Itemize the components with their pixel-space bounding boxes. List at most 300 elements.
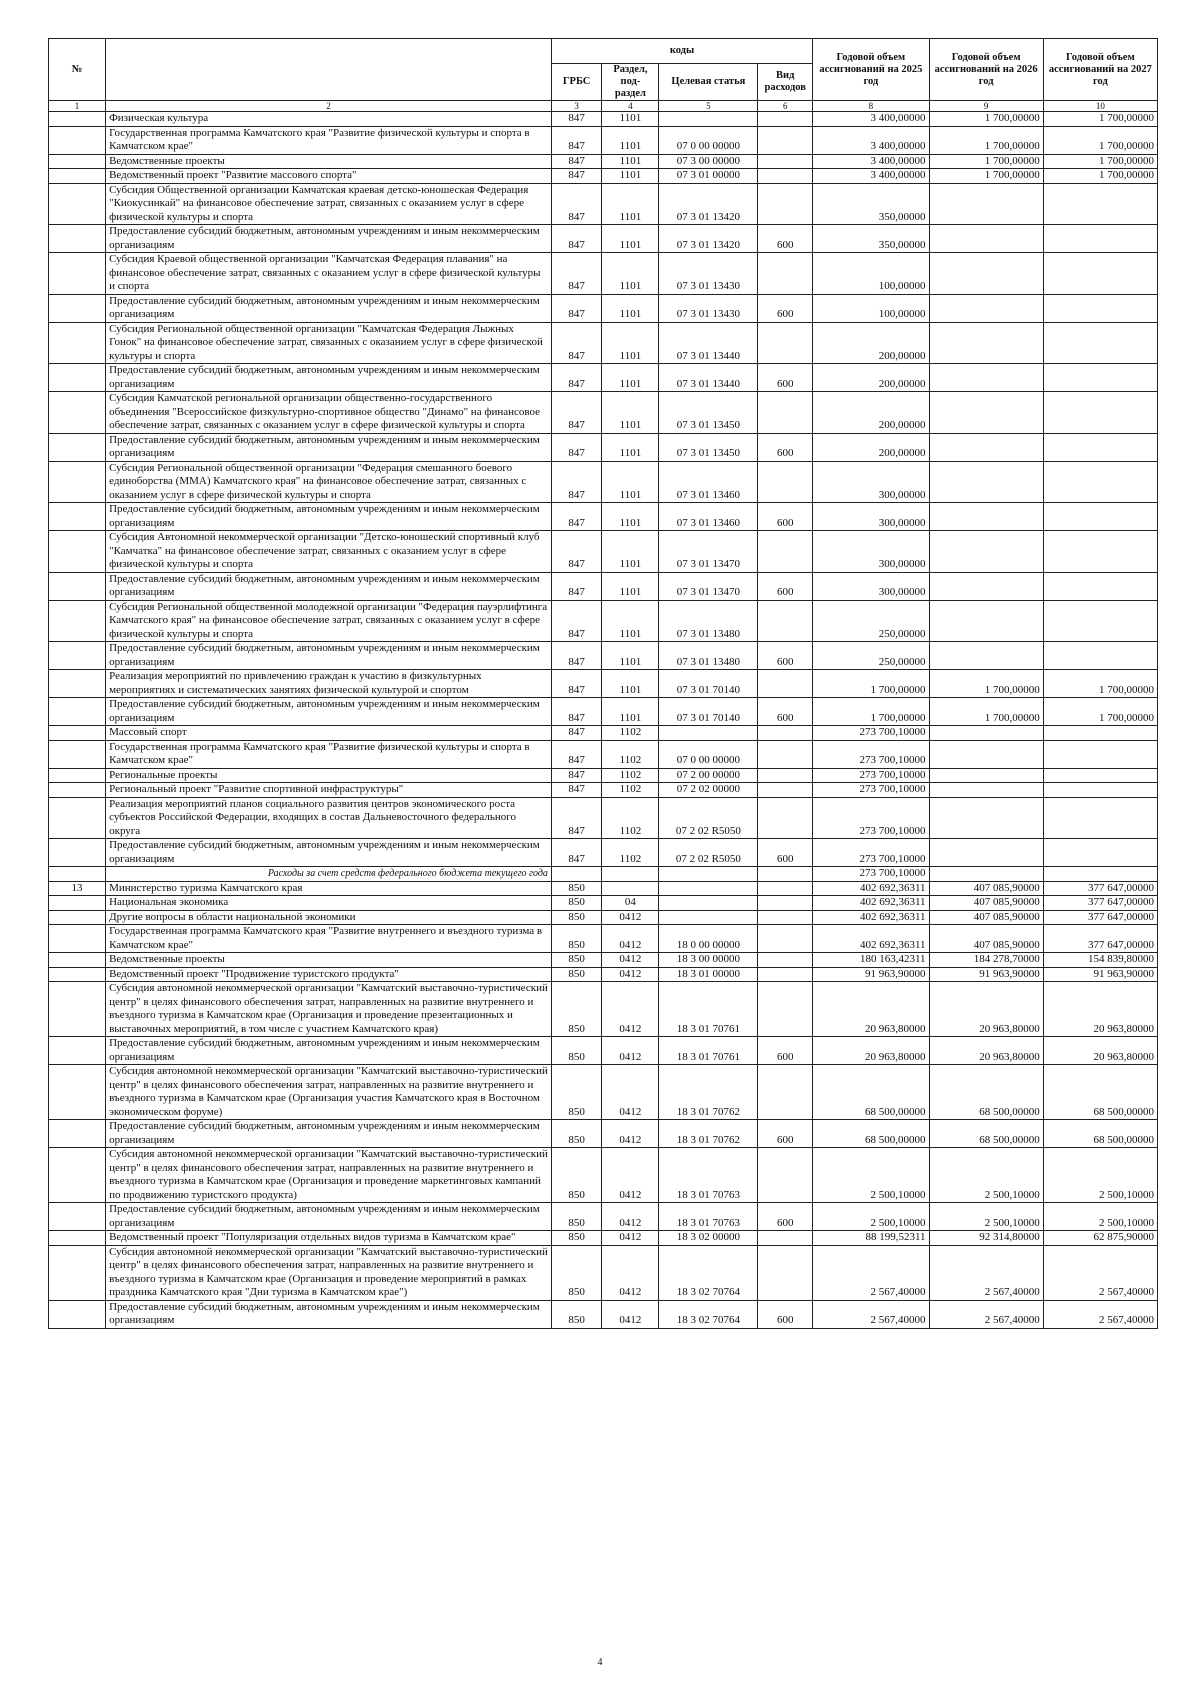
table-row	[49, 572, 1158, 600]
row-name: Массовый спорт	[106, 726, 552, 741]
row-section: 1101	[602, 670, 659, 698]
row-amount-2026: 407 085,90000	[929, 925, 1043, 953]
row-amount-2026: 1 700,00000	[929, 126, 1043, 154]
row-amount-2025: 2 500,10000	[813, 1148, 929, 1203]
row-expense-type: 600	[758, 364, 813, 392]
row-amount-2025: 68 500,00000	[813, 1065, 929, 1120]
table-row	[49, 112, 1158, 127]
row-grbs: 847	[551, 698, 602, 726]
row-expense-type	[758, 896, 813, 911]
row-section: 1101	[602, 698, 659, 726]
row-expense-type	[758, 253, 813, 295]
row-amount-2027: 377 647,00000	[1043, 896, 1157, 911]
row-number	[49, 726, 106, 741]
row-number	[49, 925, 106, 953]
row-amount-2027	[1043, 839, 1157, 867]
row-grbs: 847	[551, 364, 602, 392]
row-amount-2026	[929, 294, 1043, 322]
row-section: 0412	[602, 953, 659, 968]
row-target-article	[659, 112, 758, 127]
row-expense-type: 600	[758, 503, 813, 531]
row-target-article: 07 3 01 13480	[659, 600, 758, 642]
table-row	[49, 783, 1158, 798]
row-target-article: 07 3 01 13420	[659, 183, 758, 225]
row-amount-2026	[929, 392, 1043, 434]
row-name: Ведомственные проекты	[106, 953, 552, 968]
row-grbs: 850	[551, 925, 602, 953]
row-amount-2025: 300,00000	[813, 531, 929, 573]
row-amount-2026	[929, 572, 1043, 600]
col-number-3: 3	[551, 101, 602, 112]
row-amount-2026: 2 500,10000	[929, 1203, 1043, 1231]
row-section: 1102	[602, 726, 659, 741]
col-number-10: 10	[1043, 101, 1157, 112]
row-expense-type	[758, 881, 813, 896]
table-row	[49, 698, 1158, 726]
col-number-6: 6	[758, 101, 813, 112]
row-amount-2027: 20 963,80000	[1043, 1037, 1157, 1065]
row-amount-2026	[929, 797, 1043, 839]
row-amount-2025: 402 692,36311	[813, 896, 929, 911]
row-target-article: 18 3 00 00000	[659, 953, 758, 968]
table-row	[49, 126, 1158, 154]
row-amount-2026: 1 700,00000	[929, 154, 1043, 169]
row-amount-2025: 88 199,52311	[813, 1231, 929, 1246]
row-expense-type	[758, 726, 813, 741]
row-amount-2025: 350,00000	[813, 183, 929, 225]
row-amount-2025: 68 500,00000	[813, 1120, 929, 1148]
table-row	[49, 600, 1158, 642]
row-section: 0412	[602, 1065, 659, 1120]
row-section: 0412	[602, 967, 659, 982]
row-amount-2025: 402 692,36311	[813, 910, 929, 925]
row-amount-2027	[1043, 572, 1157, 600]
row-amount-2025: 273 700,10000	[813, 740, 929, 768]
row-amount-2027: 377 647,00000	[1043, 881, 1157, 896]
row-name: Предоставление субсидий бюджетным, автономным учреждениям и иным некоммерческим организациям	[106, 503, 552, 531]
col-number-4: 4	[602, 101, 659, 112]
row-name: Региональный проект "Развитие спортивной инфраструктуры"	[106, 783, 552, 798]
row-grbs: 847	[551, 392, 602, 434]
row-grbs: 847	[551, 126, 602, 154]
row-name: Расходы за счет средств федерального бюджета текущего года	[106, 867, 552, 882]
row-name: Ведомственные проекты	[106, 154, 552, 169]
row-amount-2026: 1 700,00000	[929, 670, 1043, 698]
row-number	[49, 1300, 106, 1328]
row-amount-2027	[1043, 253, 1157, 295]
row-grbs: 850	[551, 982, 602, 1037]
row-section: 1101	[602, 154, 659, 169]
row-amount-2026	[929, 839, 1043, 867]
row-expense-type: 600	[758, 433, 813, 461]
table-row	[49, 253, 1158, 295]
row-section: 1101	[602, 253, 659, 295]
row-name: Региональные проекты	[106, 768, 552, 783]
row-number	[49, 531, 106, 573]
table-row	[49, 867, 1158, 882]
col-number-1: 1	[49, 101, 106, 112]
table-row	[49, 364, 1158, 392]
row-section: 1101	[602, 294, 659, 322]
row-grbs: 847	[551, 433, 602, 461]
row-amount-2025: 3 400,00000	[813, 169, 929, 184]
row-amount-2026: 2 567,40000	[929, 1300, 1043, 1328]
row-target-article: 07 3 01 13460	[659, 503, 758, 531]
row-number	[49, 364, 106, 392]
col-number-9: 9	[929, 101, 1043, 112]
row-section: 1101	[602, 600, 659, 642]
row-name: Предоставление субсидий бюджетным, автономным учреждениям и иным некоммерческим организациям	[106, 698, 552, 726]
row-target-article	[659, 896, 758, 911]
row-name: Предоставление субсидий бюджетным, автономным учреждениям и иным некоммерческим организациям	[106, 1203, 552, 1231]
row-number	[49, 253, 106, 295]
row-name: Министерство туризма Камчатского края	[106, 881, 552, 896]
row-section: 1101	[602, 126, 659, 154]
row-name: Субсидия Автономной некоммерческой организации "Детско-юношеский спортивный клуб "Камчатка" на финансовое обеспечение затрат, связанных с оказанием услуг в сфере физической культуры и спорта	[106, 531, 552, 573]
table-row	[49, 967, 1158, 982]
table-row	[49, 183, 1158, 225]
row-grbs: 847	[551, 839, 602, 867]
row-amount-2025: 3 400,00000	[813, 126, 929, 154]
row-expense-type	[758, 126, 813, 154]
row-section: 1101	[602, 322, 659, 364]
row-expense-type	[758, 967, 813, 982]
row-number	[49, 768, 106, 783]
row-target-article: 07 3 01 13430	[659, 294, 758, 322]
page-number: 4	[597, 1657, 603, 1668]
row-amount-2026: 68 500,00000	[929, 1065, 1043, 1120]
row-expense-type: 600	[758, 642, 813, 670]
row-amount-2026	[929, 531, 1043, 573]
row-name: Другие вопросы в области национальной экономики	[106, 910, 552, 925]
table-row	[49, 1231, 1158, 1246]
row-grbs: 850	[551, 1300, 602, 1328]
row-grbs: 847	[551, 461, 602, 503]
row-amount-2027	[1043, 600, 1157, 642]
header-volume-2026: Годовой объем ассигнований на 2026 год	[929, 39, 1043, 101]
row-amount-2025: 350,00000	[813, 225, 929, 253]
header-target: Целевая статья	[659, 64, 758, 101]
row-amount-2025: 180 163,42311	[813, 953, 929, 968]
table-row	[49, 1037, 1158, 1065]
header-expense-type: Вид расходов	[758, 64, 813, 101]
row-grbs: 850	[551, 1231, 602, 1246]
row-target-article: 18 3 01 70763	[659, 1148, 758, 1203]
row-number	[49, 294, 106, 322]
row-name: Субсидия автономной некоммерческой организации "Камчатский выставочно-туристический центр" в целях финансового обеспечения затрат, направленных на развитие внутреннего и въездного туризма в Камчатском крае (Организация и проведение мероприятий в рамках праздника Камчатского края "Дни туризма в Камчатском крае")	[106, 1245, 552, 1300]
header-number: №	[49, 39, 106, 101]
row-section: 1101	[602, 225, 659, 253]
table-row	[49, 1203, 1158, 1231]
row-number: 13	[49, 881, 106, 896]
row-amount-2027	[1043, 783, 1157, 798]
row-target-article: 07 3 01 13470	[659, 531, 758, 573]
row-name: Субсидия Камчатской региональной организации общественно-государственного объединения "Всероссийское физкультурно-спортивное общество "Динамо" на финансовое обеспечение затрат, связанных с оказанием услуг в сфере физической культуры и спорта	[106, 392, 552, 434]
row-target-article: 18 3 02 00000	[659, 1231, 758, 1246]
row-target-article: 07 2 02 R5050	[659, 839, 758, 867]
row-amount-2026	[929, 740, 1043, 768]
row-number	[49, 967, 106, 982]
row-section: 0412	[602, 1120, 659, 1148]
row-grbs: 847	[551, 642, 602, 670]
row-amount-2025: 200,00000	[813, 392, 929, 434]
header-grbs: ГРБС	[551, 64, 602, 101]
row-number	[49, 600, 106, 642]
row-target-article	[659, 910, 758, 925]
row-section: 1102	[602, 839, 659, 867]
table-row	[49, 768, 1158, 783]
table-row	[49, 1065, 1158, 1120]
row-amount-2025: 300,00000	[813, 572, 929, 600]
row-amount-2027: 68 500,00000	[1043, 1120, 1157, 1148]
row-section: 0412	[602, 1245, 659, 1300]
table-row	[49, 169, 1158, 184]
row-expense-type	[758, 768, 813, 783]
row-expense-type	[758, 910, 813, 925]
row-expense-type	[758, 982, 813, 1037]
row-number	[49, 642, 106, 670]
row-amount-2027	[1043, 726, 1157, 741]
row-grbs: 850	[551, 1245, 602, 1300]
table-row	[49, 1245, 1158, 1300]
row-number	[49, 1120, 106, 1148]
row-amount-2025: 91 963,90000	[813, 967, 929, 982]
row-amount-2026	[929, 726, 1043, 741]
table-row	[49, 839, 1158, 867]
row-name: Предоставление субсидий бюджетным, автономным учреждениям и иным некоммерческим организациям	[106, 572, 552, 600]
row-number	[49, 503, 106, 531]
row-number	[49, 572, 106, 600]
row-amount-2027	[1043, 642, 1157, 670]
row-number	[49, 1148, 106, 1203]
row-number	[49, 670, 106, 698]
row-amount-2025: 402 692,36311	[813, 881, 929, 896]
row-target-article: 07 2 02 00000	[659, 783, 758, 798]
table-row	[49, 461, 1158, 503]
row-name: Субсидия Региональной общественной молодежной организации "Федерация пауэрлифтинга Камчатского края" на финансовое обеспечение затрат, связанных с оказанием услуг в сфере физической культуры и спорта	[106, 600, 552, 642]
row-expense-type: 600	[758, 1300, 813, 1328]
row-amount-2027: 1 700,00000	[1043, 112, 1157, 127]
table-row	[49, 982, 1158, 1037]
row-amount-2025: 3 400,00000	[813, 154, 929, 169]
row-amount-2025: 20 963,80000	[813, 982, 929, 1037]
row-section: 1102	[602, 740, 659, 768]
row-target-article: 07 3 01 13420	[659, 225, 758, 253]
row-expense-type: 600	[758, 572, 813, 600]
row-expense-type	[758, 1148, 813, 1203]
col-number-5: 5	[659, 101, 758, 112]
row-amount-2027: 2 567,40000	[1043, 1300, 1157, 1328]
row-amount-2026: 2 567,40000	[929, 1245, 1043, 1300]
row-number	[49, 867, 106, 882]
row-section: 1101	[602, 503, 659, 531]
row-section	[602, 881, 659, 896]
row-amount-2027	[1043, 740, 1157, 768]
table-row	[49, 1300, 1158, 1328]
row-amount-2026: 20 963,80000	[929, 982, 1043, 1037]
row-name: Предоставление субсидий бюджетным, автономным учреждениям и иным некоммерческим организациям	[106, 364, 552, 392]
row-amount-2027	[1043, 364, 1157, 392]
row-target-article: 07 2 00 00000	[659, 768, 758, 783]
row-target-article: 18 3 01 70763	[659, 1203, 758, 1231]
row-amount-2027: 1 700,00000	[1043, 670, 1157, 698]
row-number	[49, 461, 106, 503]
row-name: Субсидия автономной некоммерческой организации "Камчатский выставочно-туристический центр" в целях финансового обеспечения затрат, направленных на развитие внутреннего и въездного туризма в Камчатском крае (Организация участия Камчатского края в Восточном экономическом форуме)	[106, 1065, 552, 1120]
row-target-article: 07 2 02 R5050	[659, 797, 758, 839]
row-amount-2027: 1 700,00000	[1043, 698, 1157, 726]
row-target-article: 07 3 01 13440	[659, 364, 758, 392]
row-expense-type	[758, 183, 813, 225]
row-amount-2026: 92 314,80000	[929, 1231, 1043, 1246]
row-amount-2025: 200,00000	[813, 364, 929, 392]
row-amount-2027: 1 700,00000	[1043, 154, 1157, 169]
row-grbs: 850	[551, 1065, 602, 1120]
row-amount-2025: 273 700,10000	[813, 783, 929, 798]
row-amount-2025: 250,00000	[813, 642, 929, 670]
row-section: 1101	[602, 392, 659, 434]
row-amount-2025: 273 700,10000	[813, 768, 929, 783]
table-row	[49, 726, 1158, 741]
row-expense-type: 600	[758, 698, 813, 726]
table-row	[49, 322, 1158, 364]
row-number	[49, 392, 106, 434]
row-amount-2025: 2 500,10000	[813, 1203, 929, 1231]
row-amount-2025: 402 692,36311	[813, 925, 929, 953]
row-expense-type	[758, 1245, 813, 1300]
row-number	[49, 1065, 106, 1120]
row-expense-type	[758, 392, 813, 434]
row-amount-2025: 3 400,00000	[813, 112, 929, 127]
row-grbs: 847	[551, 183, 602, 225]
table-row	[49, 1120, 1158, 1148]
row-amount-2025: 100,00000	[813, 294, 929, 322]
row-target-article: 18 3 02 70764	[659, 1300, 758, 1328]
row-number	[49, 910, 106, 925]
row-section	[602, 867, 659, 882]
row-amount-2026	[929, 867, 1043, 882]
row-name: Субсидия автономной некоммерческой организации "Камчатский выставочно-туристический центр" в целях финансового обеспечения затрат, направленных на развитие внутреннего и въездного туризма в Камчатском крае (Организация и проведение презентационных и выставочных мероприятий, в том числе с участием Камчатского края)	[106, 982, 552, 1037]
row-grbs: 850	[551, 1120, 602, 1148]
row-name: Ведомственный проект "Продвижение туристского продукта"	[106, 967, 552, 982]
row-number	[49, 433, 106, 461]
row-expense-type	[758, 740, 813, 768]
row-grbs: 847	[551, 294, 602, 322]
row-amount-2027	[1043, 461, 1157, 503]
row-target-article: 07 3 01 13480	[659, 642, 758, 670]
row-expense-type: 600	[758, 839, 813, 867]
row-expense-type: 600	[758, 294, 813, 322]
row-amount-2025: 300,00000	[813, 461, 929, 503]
row-target-article: 07 3 01 13430	[659, 253, 758, 295]
row-amount-2026: 1 700,00000	[929, 698, 1043, 726]
row-target-article: 18 3 01 70761	[659, 1037, 758, 1065]
row-expense-type: 600	[758, 1203, 813, 1231]
row-amount-2027	[1043, 322, 1157, 364]
row-grbs: 847	[551, 670, 602, 698]
row-target-article: 18 3 01 00000	[659, 967, 758, 982]
row-name: Государственная программа Камчатского края "Развитие физической культуры и спорта в Камчатском крае"	[106, 740, 552, 768]
row-amount-2026	[929, 783, 1043, 798]
row-amount-2025: 100,00000	[813, 253, 929, 295]
row-target-article: 18 3 01 70762	[659, 1120, 758, 1148]
row-number	[49, 126, 106, 154]
table-row	[49, 531, 1158, 573]
row-expense-type	[758, 322, 813, 364]
table-row	[49, 294, 1158, 322]
row-amount-2027	[1043, 392, 1157, 434]
row-name: Предоставление субсидий бюджетным, автономным учреждениям и иным некоммерческим организациям	[106, 225, 552, 253]
row-grbs: 850	[551, 1037, 602, 1065]
row-number	[49, 896, 106, 911]
table-row	[49, 896, 1158, 911]
row-amount-2027	[1043, 867, 1157, 882]
row-amount-2027	[1043, 183, 1157, 225]
row-target-article: 07 0 00 00000	[659, 740, 758, 768]
row-expense-type	[758, 461, 813, 503]
table-row	[49, 910, 1158, 925]
row-name: Предоставление субсидий бюджетным, автономным учреждениям и иным некоммерческим организациям	[106, 294, 552, 322]
row-name: Субсидия Краевой общественной организации "Камчатская Федерация плавания" на финансовое обеспечение затрат, связанных с оказанием услуг в сфере физической культуры и спорта	[106, 253, 552, 295]
row-amount-2026	[929, 364, 1043, 392]
row-name: Ведомственный проект "Популяризация отдельных видов туризма в Камчатском крае"	[106, 1231, 552, 1246]
row-number	[49, 982, 106, 1037]
row-amount-2027: 1 700,00000	[1043, 126, 1157, 154]
row-amount-2026: 1 700,00000	[929, 169, 1043, 184]
row-name: Государственная программа Камчатского края "Развитие физической культуры и спорта в Камчатском крае"	[106, 126, 552, 154]
row-grbs: 847	[551, 253, 602, 295]
row-name: Субсидия Региональной общественной организации "Камчатская Федерация Лыжных Гонок" на финансовое обеспечение затрат, связанных с оказанием услуг в сфере физической культуры и спорта	[106, 322, 552, 364]
row-section: 0412	[602, 1203, 659, 1231]
row-grbs: 850	[551, 896, 602, 911]
row-section: 1101	[602, 364, 659, 392]
row-section: 0412	[602, 1231, 659, 1246]
row-number	[49, 1245, 106, 1300]
table-row	[49, 1148, 1158, 1203]
row-grbs: 850	[551, 953, 602, 968]
row-amount-2027: 68 500,00000	[1043, 1065, 1157, 1120]
row-amount-2025: 20 963,80000	[813, 1037, 929, 1065]
row-section: 1101	[602, 183, 659, 225]
row-target-article: 18 0 00 00000	[659, 925, 758, 953]
table-row	[49, 225, 1158, 253]
header-volume-2025: Годовой объем ассигнований на 2025 год	[813, 39, 929, 101]
table-row	[49, 670, 1158, 698]
row-section: 1102	[602, 768, 659, 783]
row-amount-2025: 273 700,10000	[813, 726, 929, 741]
row-amount-2026	[929, 322, 1043, 364]
row-section: 1101	[602, 461, 659, 503]
table-row	[49, 740, 1158, 768]
row-section: 1101	[602, 433, 659, 461]
row-amount-2026	[929, 461, 1043, 503]
row-name: Субсидия автономной некоммерческой организации "Камчатский выставочно-туристический центр" в целях финансового обеспечения затрат, направленных на развитие внутреннего и въездного туризма в Камчатском крае (Организация и проведение маркетинговых кампаний по продвижению туристского продукта)	[106, 1148, 552, 1203]
row-grbs: 847	[551, 740, 602, 768]
row-grbs: 850	[551, 967, 602, 982]
row-expense-type	[758, 531, 813, 573]
row-amount-2025: 273 700,10000	[813, 867, 929, 882]
row-grbs: 847	[551, 531, 602, 573]
table-row	[49, 797, 1158, 839]
row-expense-type	[758, 154, 813, 169]
row-amount-2026	[929, 225, 1043, 253]
row-expense-type	[758, 600, 813, 642]
row-section: 0412	[602, 982, 659, 1037]
row-target-article	[659, 726, 758, 741]
row-target-article	[659, 881, 758, 896]
row-name: Предоставление субсидий бюджетным, автономным учреждениям и иным некоммерческим организациям	[106, 839, 552, 867]
row-name: Национальная экономика	[106, 896, 552, 911]
row-amount-2025: 200,00000	[813, 433, 929, 461]
